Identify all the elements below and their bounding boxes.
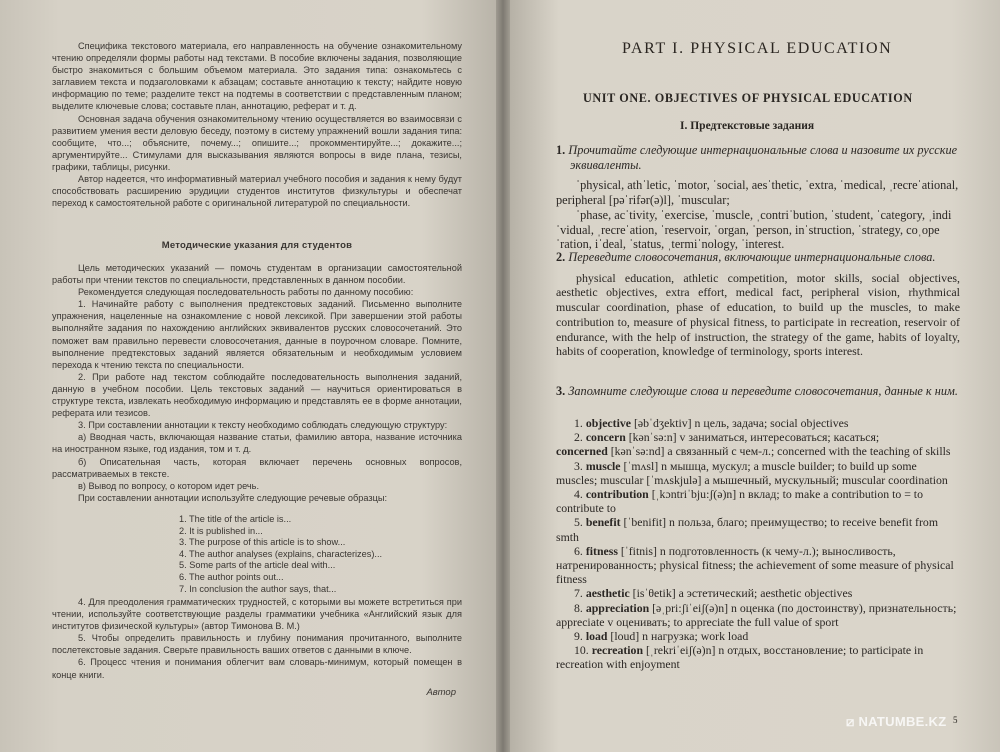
closing-paragraph: 5. Чтобы определить правильность и глубину понимания прочитанного, выполните послетекстовые задания. Сверьте правильность ваших ответов с данными в ключе. [52, 633, 462, 656]
entry-word: fitness [585, 543, 618, 558]
closing-paragraph: 6. Процесс чтения и понимания облегчит вам словарь-минимум, который помещен в конце книги. [52, 657, 462, 680]
entry-definition: [əbˈdʒektiv] n цель, задача; social objectives [631, 416, 849, 430]
entry-number: 4. [574, 487, 583, 502]
speech-pattern: 3. The purpose of this article is to show... [179, 537, 346, 548]
intro-paragraph: Специфика текстового материала, его направленность на обучение ознакомительному чтению определяли формы работы над текстами. В пособие включены задания, позволяющие быстро знакомиться с большим объемом материала. Это задания типа: ознакомьтесь с заглавием текста и подзаголовками к абзацам; составьте аннотацию к тексту; найдите новую информацию по теме; разделите текст на подтемы в соответствии с представленным планом; выделите ключевые слова; составьте план, аннотацию, реферат и т. д. [52, 41, 462, 112]
author-signature: Автор [426, 687, 456, 698]
entry-word: aesthetic [585, 586, 630, 601]
task-2-phrases: physical education, athletic competition, motor skills, social objectives, aesthetic objectives, extra effort, medical fact, peripheral vision, rhythmical muscular coordination, phase of education, to build up the muscles, to make contribution to, measure of physical fitness, to participate in recreation, reservoir of endurance, with the help of instruction, the strategy of the game, habits of loyalty, habits of cooperation, knowledge of terminology, sports interest. [556, 270, 960, 359]
entry-word: concerned [556, 444, 608, 459]
unit-title: UNIT ONE. OBJECTIVES OF PHYSICAL EDUCATION [583, 91, 913, 105]
task-number: 2. [556, 250, 566, 264]
task-1-words-b: ˈphase, acˈtivity, ˈexercise, ˈmuscle, ˌcontriˈbution, ˈstudent, ˈcategory, ˌindiˈvidual, ˌrecreˈation, ˈreservoir, ˈorgan, ˈperson, inˈstruction, ˈstrategy, coˌopeˈration, iˈdeal, ˈstatus, ˌtermiˈnology, ˈinterest. [556, 207, 952, 252]
vocab-entry [556, 601, 960, 629]
vocabulary-list [556, 416, 960, 672]
vocab-entry [556, 430, 960, 444]
entry-number: 10. [574, 643, 589, 658]
speech-pattern: 7. In conclusion the author says, that... [179, 583, 337, 594]
entry-word: objective [585, 416, 632, 430]
vocab-entry [556, 459, 960, 487]
speech-pattern: 2. It is published in... [179, 525, 263, 536]
vocab-entry [556, 643, 960, 671]
task-3 [556, 384, 960, 399]
entry-number: 2. [574, 430, 583, 445]
task-number: 3. [556, 384, 566, 398]
entry-definition: [ˌkɔntriˈbju:ʃ(ə)n] n вклад; to make a contribution to = to contribute to [556, 487, 923, 516]
speech-patterns-list [179, 514, 382, 595]
guide-paragraph: 2. При работе над текстом соблюдайте последовательность выполнения заданий, данную в учебном пособии. Цель текстовых заданий — научиться ориентироваться в структуре текста, извлекать необходимую информацию и представлять ее в форме аннотации, реферата или тезисов. [52, 371, 462, 419]
entry-number: 1. [574, 416, 583, 430]
book-gutter [496, 0, 510, 752]
entry-word: benefit [585, 515, 621, 530]
entry-definition: [kənˈsə:n] v заниматься, интересоваться; касаться; [625, 430, 880, 445]
guide-heading: Методические указания для студентов [161, 240, 353, 251]
entry-word: load [585, 629, 608, 644]
speech-pattern: 1. The title of the article is... [179, 514, 292, 524]
section-title: I. Предтекстовые задания [680, 120, 815, 132]
closing-block [52, 596, 462, 681]
entry-number: 5. [574, 515, 583, 530]
vocab-entry [556, 444, 960, 458]
speech-pattern: 5. Some parts of the article deal with... [179, 560, 336, 571]
entry-definition: [loud] n нагрузка; work load [607, 629, 749, 644]
entry-word: muscle [585, 458, 621, 473]
entry-word: recreation [591, 643, 644, 658]
task-instruction: Запомните следующие слова и переведите словосочетания, данные к ним. [568, 384, 958, 398]
part-title: PART I. PHYSICAL EDUCATION [622, 40, 893, 57]
entry-definition: [ˈfitnis] n подготовленность (к чему-л.); выносливость, натренированность; physical fitness; the achievement of some measure of physical fitness [556, 543, 954, 587]
entry-definition: [ˈbenifit] n польза, благо; преимущество; to receive benefit from smth [556, 515, 938, 544]
task-instruction: Переведите словосочетания, включающие интернациональные слова. [568, 250, 936, 264]
entry-number: 8. [574, 600, 583, 615]
guide-paragraph: Цель методических указаний — помочь студентам в организации самостоятельной работы при чтении текстов по специальности, представленных в данном пособии. [52, 263, 462, 286]
entry-number: 3. [574, 458, 583, 473]
guide-paragraph: в) Вывод по вопросу, о котором идет речь. [78, 480, 260, 491]
vocab-entry [556, 544, 960, 587]
entry-number: 9. [574, 629, 583, 644]
task-1 [556, 143, 960, 252]
entry-word: concern [585, 430, 626, 445]
vocab-entry [556, 487, 960, 515]
entry-definition: [ˌrekriˈeiʃ(ə)n] n отдых, восстановление; to participate in recreation with enjoyment [556, 643, 924, 672]
guide-paragraph: б) Описательная часть, которая включает перечень основных вопросов, рассматриваемых в тексте. [52, 456, 462, 479]
guide-paragraph: 3. При составлении аннотации к тексту необходимо соблюдать следующую структуру: [78, 420, 448, 431]
task-2 [556, 250, 960, 359]
intro-paragraph: Основная задача обучения ознакомительному чтению осуществляется во взаимосвязи с развитием умения вести деловую беседу, поэтому в систему упражнений вошли задания типа: сообщите, что...; объясните, почему...; опишите...; прокомментируйте...; докажите...; аргументируйте... Стимулами для высказывания являются вопросы в виде плана, тезисы, графики, таблицы, рисунки. [52, 113, 462, 172]
page-number: 5 [953, 715, 958, 725]
vocab-entry [556, 416, 960, 430]
guide-paragraph: а) Вводная часть, включающая название статьи, фамилию автора, название источника на иностранном языке, год издания, том и т. д. [52, 432, 462, 455]
entry-word: contribution [585, 487, 649, 502]
entry-definition: [kənˈsə:nd] a связанный с чем-л.; concerned with the teaching of skills [607, 444, 951, 459]
speech-pattern: 4. The author analyses (explains, characterizes)... [179, 548, 383, 559]
speech-pattern: 6. The author points out... [179, 571, 284, 582]
entry-definition: [əˌpri:ʃiˈeiʃ(ə)n] n оценка (по достоинству), признательность; appreciate v оценивать; to appreciate the full value of sport [556, 600, 957, 629]
entry-number: 6. [574, 543, 583, 558]
task-number: 1. [556, 143, 566, 157]
guide-block [52, 262, 462, 504]
watermark: ⧄ NATUMBE.KZ [846, 714, 947, 729]
task-instruction: Прочитайте следующие интернациональные слова и назовите их русские эквиваленты. [568, 143, 958, 172]
guide-paragraph: При составлении аннотации используйте следующие речевые образцы: [78, 492, 387, 503]
entry-definition: [isˈθetik] a эстетический; aesthetic objectives [629, 586, 853, 601]
vocab-entry [556, 629, 960, 643]
vocab-entry [556, 586, 960, 600]
entry-number: 7. [574, 586, 583, 601]
intro-block [52, 40, 462, 209]
guide-paragraph: Рекомендуется следующая последовательность работы по данному пособию: [78, 287, 414, 298]
vocab-entry [556, 515, 960, 543]
closing-paragraph: 4. Для преодоления грамматических трудностей, с которыми вы можете встретиться при чтении, используйте соответствующие разделы грамматики учебника «Английский язык для институтов физической культуры» (автор Тимонова В. М.) [52, 597, 462, 632]
task-1-words-a: ˈphysical, athˈletic, ˈmotor, ˈsocial, aesˈthetic, ˈextra, ˈmedical, ˌrecreˈational, peripheral [pəˈrifər(ə)l], ˈmuscular; [556, 178, 959, 208]
entry-definition: [ˈmʌsl] n мышца, мускул; a muscle builder; to build up some muscles; muscular [ˈmʌskjulə] a мышечный, мускульный; muscular coordination [556, 458, 948, 487]
watermark-text: NATUMBE.KZ [858, 714, 947, 729]
intro-paragraph: Автор надеется, что информативный материал учебного пособия и задания к нему будут способствовать расширению эрудиции студентов институтов физкультуры и обеспечат переход к самостоятельной работе с оригинальной литературой по специальности. [52, 174, 462, 209]
entry-word: appreciation [585, 600, 650, 615]
guide-paragraph: 1. Начинайте работу с выполнения предтекстовых заданий. Письменно выполните упражнения, нацеленные на ознакомление с новой лексикой. При завершении этой работы выполняйте задания по нахождению английских эквивалентов русских словосочетаний. Это поможет вам правильно перевести словосочетания, данные в поурочном словаре. Помните, выполнение предтекстовых заданий является обязательным и необходимым условием перехода к чтению текста по специальности. [52, 299, 462, 370]
